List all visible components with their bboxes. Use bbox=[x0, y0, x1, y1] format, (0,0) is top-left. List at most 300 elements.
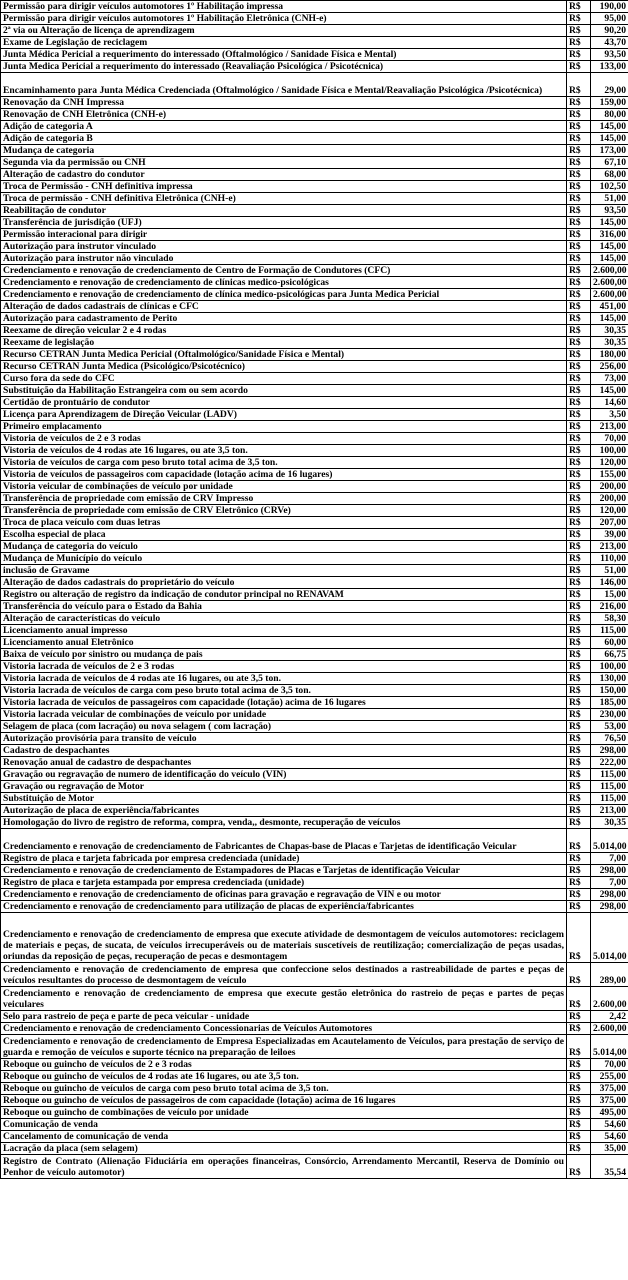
currency-symbol: R$ bbox=[567, 433, 591, 445]
fee-description: Gravação ou regravação de Motor bbox=[1, 781, 567, 793]
fee-value: 54,60 bbox=[591, 1119, 628, 1131]
fee-description: Credenciamento e renovação de credenciamento de Centro de Formação de Condutores (CFC) bbox=[1, 265, 567, 277]
currency-symbol: R$ bbox=[567, 373, 591, 385]
fee-row bbox=[1, 565, 628, 577]
fee-row bbox=[1, 301, 628, 313]
fee-value: 145,00 bbox=[591, 133, 628, 145]
fee-description: Permissão interacional para dirigir bbox=[1, 229, 567, 241]
fee-row bbox=[1, 529, 628, 541]
fee-row bbox=[1, 781, 628, 793]
fee-value: 93,50 bbox=[591, 205, 628, 217]
currency-symbol: R$ bbox=[567, 253, 591, 265]
fee-row bbox=[1, 889, 628, 901]
fee-value: 58,30 bbox=[591, 613, 628, 625]
fee-row bbox=[1, 601, 628, 613]
fee-row bbox=[1, 1023, 628, 1035]
fee-description: Alteração de características do veículo bbox=[1, 613, 567, 625]
currency-symbol: R$ bbox=[567, 697, 591, 709]
currency-symbol: R$ bbox=[567, 301, 591, 313]
fee-row bbox=[1, 1071, 628, 1083]
currency-symbol: R$ bbox=[567, 13, 591, 25]
currency-symbol: R$ bbox=[567, 109, 591, 121]
fee-value: 130,00 bbox=[591, 673, 628, 685]
fee-row bbox=[1, 901, 628, 913]
fee-row bbox=[1, 97, 628, 109]
fee-row bbox=[1, 865, 628, 877]
fee-description: Vistoria veicular de combinações de veículo por unidade bbox=[1, 481, 567, 493]
fee-description: Adição de categoria B bbox=[1, 133, 567, 145]
fee-description: Transferência do veículo para o Estado da Bahia bbox=[1, 601, 567, 613]
fee-description: Registro de placa e tarjeta fabricada por empresa credenciada (unidade) bbox=[1, 853, 567, 865]
currency-symbol: R$ bbox=[567, 781, 591, 793]
fee-value: 35,54 bbox=[591, 1155, 628, 1179]
fee-value: 133,00 bbox=[591, 61, 628, 73]
fee-value: 15,00 bbox=[591, 589, 628, 601]
fee-row bbox=[1, 1107, 628, 1119]
fee-row bbox=[1, 385, 628, 397]
fee-value: 2,42 bbox=[591, 1011, 628, 1023]
fee-value: 256,00 bbox=[591, 361, 628, 373]
fee-row bbox=[1, 109, 628, 121]
currency-symbol: R$ bbox=[567, 709, 591, 721]
currency-symbol: R$ bbox=[567, 217, 591, 229]
currency-symbol: R$ bbox=[567, 229, 591, 241]
currency-symbol: R$ bbox=[567, 625, 591, 637]
fee-description: Curso fora da sede do CFC bbox=[1, 373, 567, 385]
fee-description: Vistoria de veículos de passageiros com capacidade (lotação acima de 16 lugares) bbox=[1, 469, 567, 481]
currency-symbol: R$ bbox=[567, 565, 591, 577]
fee-description: Substituição da Habilitação Estrangeira com ou sem acordo bbox=[1, 385, 567, 397]
fee-description: Permissão para dirigir veículos automotores 1º Habilitação Eletrônica (CNH-e) bbox=[1, 13, 567, 25]
fee-row bbox=[1, 145, 628, 157]
fee-description: Renovação de CNH Eletrônica (CNH-e) bbox=[1, 109, 567, 121]
fee-description: Troca de permissão - CNH definitiva Eletrônica (CNH-e) bbox=[1, 193, 567, 205]
fee-value: 298,00 bbox=[591, 889, 628, 901]
fee-value: 120,00 bbox=[591, 505, 628, 517]
fee-row bbox=[1, 1059, 628, 1071]
fee-row bbox=[1, 987, 628, 1011]
currency-symbol: R$ bbox=[567, 1, 591, 13]
fee-description: Transferência de propriedade com emissão de CRV Eletrônico (CRVe) bbox=[1, 505, 567, 517]
currency-symbol: R$ bbox=[567, 349, 591, 361]
fee-description: Vistoria lacrada de veículos de carga com peso bruto total acima de 3,5 ton. bbox=[1, 685, 567, 697]
currency-symbol: R$ bbox=[567, 1155, 591, 1179]
fee-description: Reabilitação de condutor bbox=[1, 205, 567, 217]
fee-row bbox=[1, 829, 628, 853]
fee-description: Autorização para instrutor não vinculado bbox=[1, 253, 567, 265]
fee-value: 115,00 bbox=[591, 625, 628, 637]
fee-description: Vistoria de veículos de 2 e 3 rodas bbox=[1, 433, 567, 445]
fee-description: Autorização para cadastramento de Perito bbox=[1, 313, 567, 325]
currency-symbol: R$ bbox=[567, 577, 591, 589]
fee-description: Certidão de prontuário de condutor bbox=[1, 397, 567, 409]
fee-value: 30,35 bbox=[591, 817, 628, 829]
fee-row bbox=[1, 193, 628, 205]
fee-row bbox=[1, 313, 628, 325]
currency-symbol: R$ bbox=[567, 193, 591, 205]
fee-description: Credenciamento e renovação de credenciamento de Estampadores de Placas e Tarjetas de identificação Veicular bbox=[1, 865, 567, 877]
currency-symbol: R$ bbox=[567, 1035, 591, 1059]
fee-description: Credenciamento e renovação de credenciamento de oficinas para gravação e regravação de VIN e ou motor bbox=[1, 889, 567, 901]
fee-value: 298,00 bbox=[591, 865, 628, 877]
fee-value: 5.014,00 bbox=[591, 913, 628, 963]
fee-row bbox=[1, 13, 628, 25]
currency-symbol: R$ bbox=[567, 589, 591, 601]
currency-symbol: R$ bbox=[567, 613, 591, 625]
fee-value: 222,00 bbox=[591, 757, 628, 769]
fee-value: 93,50 bbox=[591, 49, 628, 61]
currency-symbol: R$ bbox=[567, 865, 591, 877]
currency-symbol: R$ bbox=[567, 493, 591, 505]
fee-row bbox=[1, 709, 628, 721]
fee-value: 200,00 bbox=[591, 481, 628, 493]
fee-value: 2.600,00 bbox=[591, 987, 628, 1011]
fee-description: Permissão para dirigir veículos automotores 1º Habilitação impressa bbox=[1, 1, 567, 13]
fee-description: Licenciamento anual impresso bbox=[1, 625, 567, 637]
currency-symbol: R$ bbox=[567, 1059, 591, 1071]
currency-symbol: R$ bbox=[567, 685, 591, 697]
fee-description: Vistoria lacrada de veículos de passageiros com capacidade (lotação) acima de 16 lugares bbox=[1, 697, 567, 709]
fee-description: Reboque ou guincho de veículos de passageiros de com capacidade (lotação) acima de 16 lugares bbox=[1, 1095, 567, 1107]
fee-row bbox=[1, 877, 628, 889]
fee-row bbox=[1, 757, 628, 769]
fee-description: Recurso CETRAN Junta Medica Pericial (Oftalmológico/Sanidade Física e Mental) bbox=[1, 349, 567, 361]
fee-description: Reboque ou guincho de veículos de carga com peso bruto total acima de 3,5 ton. bbox=[1, 1083, 567, 1095]
fee-description: Homologação do livro de registro de reforma, compra, venda,, desmonte, recuperação de veículos bbox=[1, 817, 567, 829]
currency-symbol: R$ bbox=[567, 133, 591, 145]
fee-description: Credenciamento e renovação de credenciamento de clínica medico-psicológicas para Junta Medica Pericial bbox=[1, 289, 567, 301]
currency-symbol: R$ bbox=[567, 1107, 591, 1119]
fee-row bbox=[1, 637, 628, 649]
fee-value: 375,00 bbox=[591, 1083, 628, 1095]
fee-value: 213,00 bbox=[591, 421, 628, 433]
fee-description: Gravação ou regravação de numero de identificação do veículo (VIN) bbox=[1, 769, 567, 781]
currency-symbol: R$ bbox=[567, 277, 591, 289]
fee-value: 146,00 bbox=[591, 577, 628, 589]
fee-row bbox=[1, 913, 628, 963]
fee-value: 200,00 bbox=[591, 493, 628, 505]
currency-symbol: R$ bbox=[567, 901, 591, 913]
fee-value: 14,60 bbox=[591, 397, 628, 409]
fee-description: Credenciamento e renovação de credenciamento Concessionarias de Veículos Automotores bbox=[1, 1023, 567, 1035]
fee-row bbox=[1, 589, 628, 601]
fee-description: Credenciamento e renovação de credenciamento para utilização de placas de experiência/fabricantes bbox=[1, 901, 567, 913]
fee-row bbox=[1, 265, 628, 277]
currency-symbol: R$ bbox=[567, 757, 591, 769]
fee-description: Alteração de dados cadastrais de clínicas e CFC bbox=[1, 301, 567, 313]
fee-row bbox=[1, 445, 628, 457]
fee-description: Registro de Contrato (Alienação Fiduciária em operações financeiras, Consórcio, Arrendamento Mercantil, Reserva de Domínio ou Penhor de veículo automotor) bbox=[1, 1155, 567, 1179]
fee-row bbox=[1, 361, 628, 373]
currency-symbol: R$ bbox=[567, 1071, 591, 1083]
fee-value: 255,00 bbox=[591, 1071, 628, 1083]
fee-row bbox=[1, 1095, 628, 1107]
fee-description: Cancelamento de comunicação de venda bbox=[1, 1131, 567, 1143]
fee-value: 53,00 bbox=[591, 721, 628, 733]
fee-row bbox=[1, 73, 628, 97]
currency-symbol: R$ bbox=[567, 325, 591, 337]
currency-symbol: R$ bbox=[567, 1011, 591, 1023]
fee-description: Registro de placa e tarjeta estampada por empresa credenciada (unidade) bbox=[1, 877, 567, 889]
fee-row bbox=[1, 553, 628, 565]
fee-row bbox=[1, 253, 628, 265]
fee-description: Troca de placa veículo com duas letras bbox=[1, 517, 567, 529]
currency-symbol: R$ bbox=[567, 649, 591, 661]
currency-symbol: R$ bbox=[567, 397, 591, 409]
fee-value: 145,00 bbox=[591, 313, 628, 325]
fee-description: Selo para rastreio de peça e parte de peca veicular - unidade bbox=[1, 1011, 567, 1023]
fee-description: Troca de Permissão - CNH definitiva impressa bbox=[1, 181, 567, 193]
fee-description: Reboque ou guincho de veículos de 2 e 3 rodas bbox=[1, 1059, 567, 1071]
currency-symbol: R$ bbox=[567, 445, 591, 457]
fee-value: 90,20 bbox=[591, 25, 628, 37]
fee-description: Licença para Aprendizagem de Direção Veicular (LADV) bbox=[1, 409, 567, 421]
fee-value: 451,00 bbox=[591, 301, 628, 313]
fee-row bbox=[1, 817, 628, 829]
fee-row bbox=[1, 421, 628, 433]
fee-value: 289,00 bbox=[591, 963, 628, 987]
currency-symbol: R$ bbox=[567, 745, 591, 757]
fee-row bbox=[1, 1155, 628, 1179]
currency-symbol: R$ bbox=[567, 97, 591, 109]
currency-symbol: R$ bbox=[567, 793, 591, 805]
fee-value: 298,00 bbox=[591, 745, 628, 757]
currency-symbol: R$ bbox=[567, 853, 591, 865]
fee-value: 76,50 bbox=[591, 733, 628, 745]
fee-description: Alteração de cadastro do condutor bbox=[1, 169, 567, 181]
currency-symbol: R$ bbox=[567, 721, 591, 733]
fee-value: 495,00 bbox=[591, 1107, 628, 1119]
fee-description: Renovação anual de cadastro de despachantes bbox=[1, 757, 567, 769]
fee-description: Cadastro de despachantes bbox=[1, 745, 567, 757]
fee-value: 145,00 bbox=[591, 253, 628, 265]
fee-value: 120,00 bbox=[591, 457, 628, 469]
fee-row bbox=[1, 1119, 628, 1131]
currency-symbol: R$ bbox=[567, 61, 591, 73]
fee-value: 316,00 bbox=[591, 229, 628, 241]
fee-row bbox=[1, 733, 628, 745]
fee-value: 115,00 bbox=[591, 769, 628, 781]
fee-description: Primeiro emplacamento bbox=[1, 421, 567, 433]
fee-row bbox=[1, 963, 628, 987]
currency-symbol: R$ bbox=[567, 829, 591, 853]
fee-row bbox=[1, 289, 628, 301]
fee-value: 230,00 bbox=[591, 709, 628, 721]
currency-symbol: R$ bbox=[567, 169, 591, 181]
fee-value: 375,00 bbox=[591, 1095, 628, 1107]
fee-value: 5.014,00 bbox=[591, 829, 628, 853]
currency-symbol: R$ bbox=[567, 421, 591, 433]
currency-symbol: R$ bbox=[567, 265, 591, 277]
fee-description: Mudança de Município do veículo bbox=[1, 553, 567, 565]
currency-symbol: R$ bbox=[567, 73, 591, 97]
fee-description: Vistoria de veículos de 4 rodas ate 16 lugares, ou ate 3,5 ton. bbox=[1, 445, 567, 457]
fee-row bbox=[1, 769, 628, 781]
fee-row bbox=[1, 1, 628, 13]
currency-symbol: R$ bbox=[567, 37, 591, 49]
fee-row bbox=[1, 577, 628, 589]
fee-row bbox=[1, 49, 628, 61]
fee-value: 51,00 bbox=[591, 193, 628, 205]
currency-symbol: R$ bbox=[567, 505, 591, 517]
fee-row bbox=[1, 25, 628, 37]
fee-row bbox=[1, 433, 628, 445]
fee-value: 68,00 bbox=[591, 169, 628, 181]
fee-value: 110,00 bbox=[591, 553, 628, 565]
fee-value: 185,00 bbox=[591, 697, 628, 709]
fee-row bbox=[1, 625, 628, 637]
currency-symbol: R$ bbox=[567, 963, 591, 987]
fee-value: 70,00 bbox=[591, 433, 628, 445]
fee-description: Escolha especial de placa bbox=[1, 529, 567, 541]
currency-symbol: R$ bbox=[567, 553, 591, 565]
fee-description: Alteração de dados cadastrais do proprietário do veículo bbox=[1, 577, 567, 589]
fee-value: 150,00 bbox=[591, 685, 628, 697]
fee-description: Lacração da placa (sem selagem) bbox=[1, 1143, 567, 1155]
fee-value: 60,00 bbox=[591, 637, 628, 649]
fee-value: 7,00 bbox=[591, 853, 628, 865]
fee-value: 67,10 bbox=[591, 157, 628, 169]
fee-description: Encaminhamento para Junta Médica Credenciada (Oftalmológico / Sanidade Física e Mental/Reavaliação Psicológica /Psicotécnica) bbox=[1, 73, 567, 97]
fee-row bbox=[1, 745, 628, 757]
fee-value: 5.014,00 bbox=[591, 1035, 628, 1059]
currency-symbol: R$ bbox=[567, 121, 591, 133]
fee-row bbox=[1, 337, 628, 349]
fee-description: Adição de categoria A bbox=[1, 121, 567, 133]
fee-value: 30,35 bbox=[591, 337, 628, 349]
fee-description: Junta Medica Pericial a requerimento do interessado (Reavaliação Psicológica / Psicotécnica) bbox=[1, 61, 567, 73]
currency-symbol: R$ bbox=[567, 1131, 591, 1143]
fee-value: 2.600,00 bbox=[591, 289, 628, 301]
fee-row bbox=[1, 349, 628, 361]
currency-symbol: R$ bbox=[567, 145, 591, 157]
fee-row bbox=[1, 613, 628, 625]
fee-value: 115,00 bbox=[591, 781, 628, 793]
fee-row bbox=[1, 205, 628, 217]
currency-symbol: R$ bbox=[567, 469, 591, 481]
fee-row bbox=[1, 157, 628, 169]
fee-row bbox=[1, 277, 628, 289]
currency-symbol: R$ bbox=[567, 409, 591, 421]
fee-row bbox=[1, 1143, 628, 1155]
currency-symbol: R$ bbox=[567, 913, 591, 963]
currency-symbol: R$ bbox=[567, 385, 591, 397]
fee-row bbox=[1, 1035, 628, 1059]
fee-description: Exame de Legislação de reciclagem bbox=[1, 37, 567, 49]
fee-row bbox=[1, 217, 628, 229]
fee-row bbox=[1, 673, 628, 685]
currency-symbol: R$ bbox=[567, 241, 591, 253]
fee-row bbox=[1, 169, 628, 181]
fee-description: Reboque ou guincho de combinações de veículo por unidade bbox=[1, 1107, 567, 1119]
fee-value: 102,50 bbox=[591, 181, 628, 193]
fee-row bbox=[1, 697, 628, 709]
fee-table-body bbox=[1, 1, 628, 1179]
fee-row bbox=[1, 133, 628, 145]
fee-description: Licenciamento anual Eletrônico bbox=[1, 637, 567, 649]
currency-symbol: R$ bbox=[567, 601, 591, 613]
fee-value: 54,60 bbox=[591, 1131, 628, 1143]
fee-value: 213,00 bbox=[591, 541, 628, 553]
fee-description: Vistoria lacrada veicular de combinações de veículo por unidade bbox=[1, 709, 567, 721]
fee-description: Junta Médica Pericial a requerimento do interessado (Oftalmológico / Sanidade Física e Mental) bbox=[1, 49, 567, 61]
fee-value: 29,00 bbox=[591, 73, 628, 97]
fee-value: 66,75 bbox=[591, 649, 628, 661]
fee-row bbox=[1, 853, 628, 865]
fee-value: 30,35 bbox=[591, 325, 628, 337]
fee-row bbox=[1, 181, 628, 193]
fee-description: Segunda via da permissão ou CNH bbox=[1, 157, 567, 169]
fee-description: Credenciamento e renovação de credenciamento de Empresa Especializadas em Acautelamento de Veículos, para prestação de serviço de guarda e remoção de veículos e suporte técnico na preparação de leiloes bbox=[1, 1035, 567, 1059]
fee-value: 80,00 bbox=[591, 109, 628, 121]
fee-value: 115,00 bbox=[591, 793, 628, 805]
fee-description: Recurso CETRAN Junta Medica (Psicológico/Psicotécnico) bbox=[1, 361, 567, 373]
currency-symbol: R$ bbox=[567, 529, 591, 541]
currency-symbol: R$ bbox=[567, 289, 591, 301]
currency-symbol: R$ bbox=[567, 733, 591, 745]
currency-symbol: R$ bbox=[567, 1143, 591, 1155]
fee-description: Mudança de categoria bbox=[1, 145, 567, 157]
fee-description: Substituição de Motor bbox=[1, 793, 567, 805]
fee-value: 298,00 bbox=[591, 901, 628, 913]
fee-value: 2.600,00 bbox=[591, 277, 628, 289]
fee-description: Autorização provisória para transito de veículo bbox=[1, 733, 567, 745]
currency-symbol: R$ bbox=[567, 661, 591, 673]
fee-row bbox=[1, 661, 628, 673]
fee-row bbox=[1, 505, 628, 517]
fee-value: 159,00 bbox=[591, 97, 628, 109]
currency-symbol: R$ bbox=[567, 157, 591, 169]
currency-symbol: R$ bbox=[567, 205, 591, 217]
fee-description: Baixa de veículo por sinistro ou mudança de pais bbox=[1, 649, 567, 661]
currency-symbol: R$ bbox=[567, 181, 591, 193]
fee-row bbox=[1, 325, 628, 337]
fee-description: Registro ou alteração de registro da indicação de condutor principal no RENAVAM bbox=[1, 589, 567, 601]
fee-value: 180,00 bbox=[591, 349, 628, 361]
fee-value: 145,00 bbox=[591, 121, 628, 133]
fee-description: Mudança de categoria do veículo bbox=[1, 541, 567, 553]
fee-row bbox=[1, 37, 628, 49]
currency-symbol: R$ bbox=[567, 313, 591, 325]
fee-row bbox=[1, 493, 628, 505]
currency-symbol: R$ bbox=[567, 1119, 591, 1131]
currency-symbol: R$ bbox=[567, 1095, 591, 1107]
fee-description: Credenciamento e renovação de credenciamento de empresa que execute atividade de desmontagem de veículos automotores: reciclagem de materiais e peças, de sucata, de veículos irrecuperáveis ou de materiais suscetíveis de reutilização; comercialização de peças usadas, oriundas da reposição de peças, recuperação de pecas e desmontagem bbox=[1, 913, 567, 963]
currency-symbol: R$ bbox=[567, 817, 591, 829]
fee-value: 145,00 bbox=[591, 385, 628, 397]
fee-row bbox=[1, 721, 628, 733]
fee-description: Renovação da CNH Impressa bbox=[1, 97, 567, 109]
fee-description: Vistoria lacrada de veículos de 2 e 3 rodas bbox=[1, 661, 567, 673]
currency-symbol: R$ bbox=[567, 457, 591, 469]
fee-row bbox=[1, 457, 628, 469]
fee-value: 190,00 bbox=[591, 1, 628, 13]
currency-symbol: R$ bbox=[567, 1083, 591, 1095]
fee-row bbox=[1, 649, 628, 661]
fee-row bbox=[1, 397, 628, 409]
fee-value: 73,00 bbox=[591, 373, 628, 385]
currency-symbol: R$ bbox=[567, 637, 591, 649]
fee-description: Autorização para instrutor vinculado bbox=[1, 241, 567, 253]
fee-description: Reexame de legislação bbox=[1, 337, 567, 349]
fee-row bbox=[1, 1083, 628, 1095]
fee-row bbox=[1, 229, 628, 241]
currency-symbol: R$ bbox=[567, 987, 591, 1011]
fee-value: 7,00 bbox=[591, 877, 628, 889]
currency-symbol: R$ bbox=[567, 337, 591, 349]
fee-value: 145,00 bbox=[591, 217, 628, 229]
fee-row bbox=[1, 241, 628, 253]
